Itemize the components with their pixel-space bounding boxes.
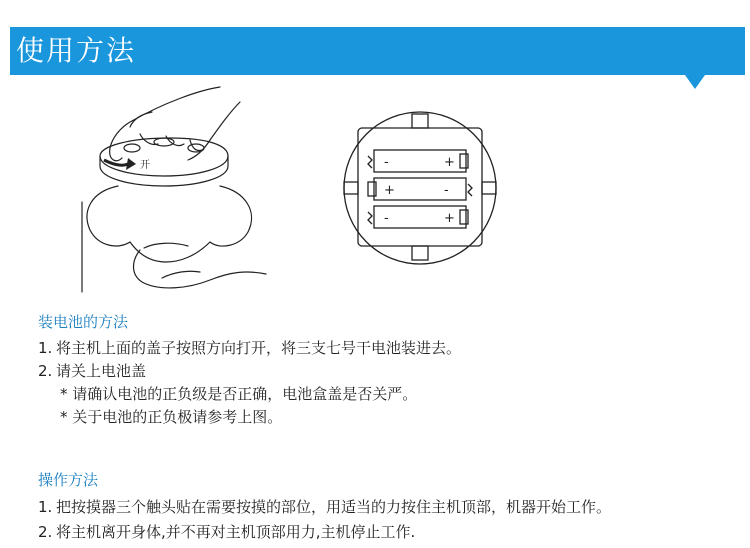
install-note-2: * 关于电池的正负极请参考上图。 xyxy=(60,408,283,426)
operation-step-2-number: 2. xyxy=(38,523,53,541)
install-heading: 装电池的方法 xyxy=(38,313,129,331)
battery-1-left-sign: - xyxy=(384,155,389,170)
banner-title: 使用方法 xyxy=(16,34,137,67)
install-step-1 xyxy=(38,338,461,358)
install-step-2-text: 请关上电池盖 xyxy=(56,362,147,380)
battery-2-right-sign: - xyxy=(444,183,449,198)
battery-3-left-sign: - xyxy=(384,211,389,226)
banner-pointer xyxy=(685,75,705,89)
massager-hand-illustration xyxy=(70,82,270,302)
massager-cap xyxy=(100,138,228,176)
install-step-1-number: 1. xyxy=(38,339,53,357)
battery-3-right-sign: + xyxy=(444,211,455,226)
hand-outline-back xyxy=(188,102,240,160)
massager-body-right xyxy=(210,186,252,246)
install-step-2-number: 2. xyxy=(38,362,53,380)
operation-step-1 xyxy=(38,497,611,517)
battery-2-left-sign: + xyxy=(384,183,395,198)
section-banner xyxy=(10,27,745,75)
operation-heading: 操作方法 xyxy=(38,471,99,489)
operation-step-2 xyxy=(38,522,415,542)
operation-step-1-text: 把按摸器三个触头贴在需要按摸的部位，用适当的力按住主机顶部，机器开始工作。 xyxy=(56,498,612,516)
massager-body-left xyxy=(87,186,130,246)
operation-step-2-text: 将主机离开身体,并不再对主机顶部用力,主机停止工作. xyxy=(56,523,416,541)
install-step-1-text: 将主机上面的盖子按照方向打开，将三支七号干电池装进去。 xyxy=(56,339,462,357)
compartment-circle xyxy=(344,112,496,264)
operation-step-1-number: 1. xyxy=(38,498,53,516)
battery-1-right-sign: + xyxy=(444,155,455,170)
install-note-1: * 请确认电池的正负级是否正确，电池盒盖是否关严。 xyxy=(60,385,418,403)
lower-hand xyxy=(134,250,267,288)
battery-compartment-diagram xyxy=(340,110,500,270)
open-label: 开 xyxy=(140,160,150,171)
install-step-2 xyxy=(38,361,146,381)
